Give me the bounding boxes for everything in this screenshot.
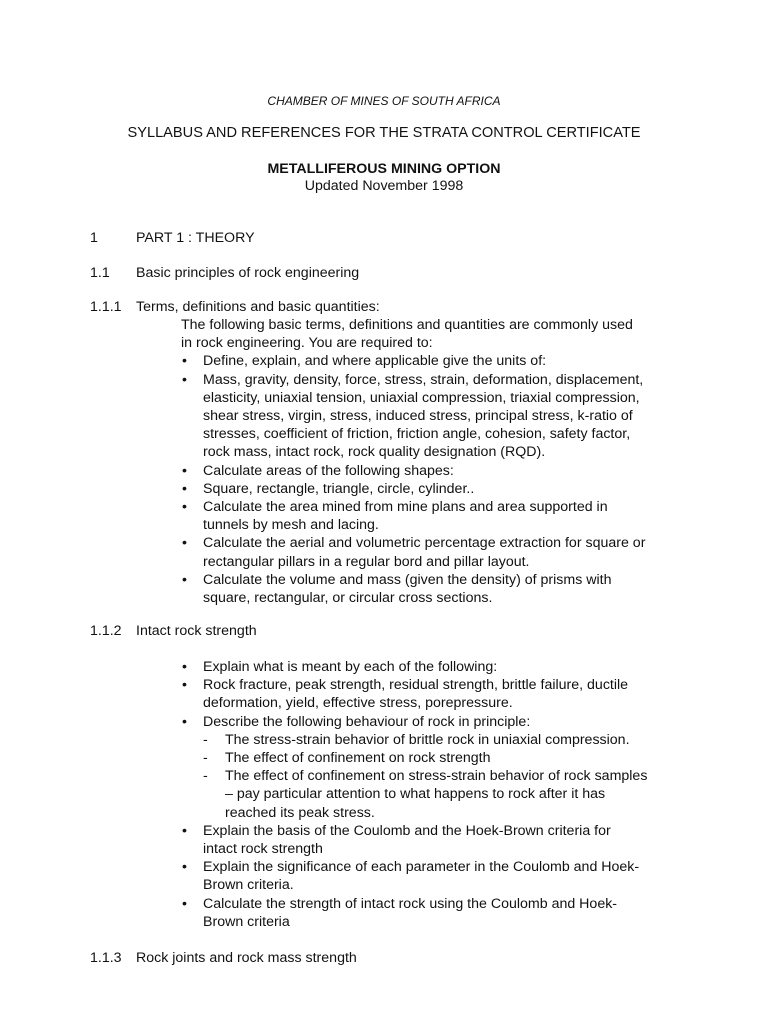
- part-title: PART 1 : THEORY: [136, 230, 255, 246]
- bullet-marker: •: [182, 499, 187, 516]
- section-1-1-2-number: 1.1.2: [90, 623, 122, 639]
- bullet-marker: •: [182, 462, 187, 479]
- bullet-marker: •: [182, 713, 187, 730]
- section-1-1-title: Basic principles of rock engineering: [136, 265, 360, 281]
- item-text-line: rectangular pillars in a regular bord and pillar layout.: [203, 553, 530, 570]
- item-text-line: Brown criteria: [203, 913, 290, 930]
- item-text-line: deformation, yield, effective stress, porepressure.: [203, 695, 513, 712]
- bullet-item: [181, 462, 701, 480]
- item-text-line: Brown criteria.: [203, 877, 294, 894]
- item-text-line: Calculate the aerial and volumetric percentage extraction for square or: [203, 535, 646, 552]
- item-text-line: Define, explain, and where applicable give the units of:: [203, 353, 547, 370]
- dash-item: [181, 767, 701, 822]
- item-text-line: intact rock strength: [203, 841, 323, 858]
- section-1-1-number: 1.1: [90, 265, 110, 281]
- item-text-line: rock mass, intact rock, rock quality designation (RQD).: [203, 444, 546, 461]
- item-text-line: Explain the significance of each parameter in the Coulomb and Hoek-: [203, 859, 640, 876]
- bullet-item: [181, 658, 701, 676]
- bullet-item: [181, 571, 701, 607]
- bullet-item: [181, 895, 701, 931]
- dash-marker: -: [203, 731, 208, 748]
- dash-marker: -: [203, 750, 208, 767]
- intro-line: in rock engineering. You are required to:: [181, 335, 433, 352]
- bullet-marker: •: [182, 371, 187, 388]
- section-1-1-1-body: [181, 316, 701, 607]
- dash-item: [181, 731, 701, 749]
- item-text-line: Mass, gravity, density, force, stress, strain, deformation, displacement,: [203, 371, 644, 388]
- intro-line: The following basic terms, definitions and quantities are commonly used: [181, 317, 633, 333]
- bullet-item: [181, 371, 701, 462]
- item-text-line: Describe the following behaviour of rock in principle:: [203, 713, 531, 730]
- item-text-line: Calculate the area mined from mine plans and area supported in: [203, 499, 608, 516]
- item-text-line: Explain the basis of the Coulomb and the Hoek-Brown criteria for: [203, 822, 611, 839]
- item-text-line: square, rectangular, or circular cross sections.: [203, 590, 493, 607]
- section-1-1-1-title: Terms, definitions and basic quantities:: [136, 299, 380, 315]
- bullet-list: [181, 822, 701, 931]
- part-number: 1: [90, 230, 98, 246]
- item-text-line: Rock fracture, peak strength, residual strength, brittle failure, ductile: [203, 677, 629, 694]
- item-text-line: The stress-strain behavior of brittle rock in uniaxial compression.: [225, 731, 630, 748]
- item-text-line: elasticity, uniaxial tension, uniaxial compression, triaxial compression,: [203, 389, 640, 406]
- document-title: SYLLABUS AND REFERENCES FOR THE STRATA CONTROL CERTIFICATE: [127, 125, 641, 141]
- item-text-line: Calculate the volume and mass (given the density) of prisms with: [203, 571, 612, 588]
- organization-name: CHAMBER OF MINES OF SOUTH AFRICA: [267, 94, 501, 108]
- bullet-marker: •: [182, 535, 187, 552]
- bullet-marker: •: [182, 822, 187, 839]
- bullet-item: [181, 498, 701, 534]
- bullet-list: [181, 658, 701, 731]
- bullet-item: [181, 713, 701, 731]
- bullet-marker: •: [182, 659, 187, 675]
- dash-item: [181, 749, 701, 767]
- dash-list: [181, 731, 701, 822]
- item-text-line: reached its peak stress.: [225, 804, 375, 821]
- item-text-line: The effect of confinement on rock strength: [225, 750, 491, 767]
- bullet-marker: •: [182, 677, 187, 694]
- dash-marker: -: [203, 768, 208, 785]
- bullet-list: [181, 352, 701, 607]
- bullet-item: [181, 822, 701, 858]
- bullet-marker: •: [182, 571, 187, 588]
- bullet-item: [181, 352, 701, 370]
- item-text-line: The effect of confinement on stress-strain behavior of rock samples: [225, 768, 648, 785]
- item-text-line: shear stress, virgin, stress, induced stress, principal stress, k-ratio of: [203, 408, 633, 425]
- item-text-line: – pay particular attention to what happens to rock after it has: [225, 786, 606, 803]
- item-text-line: Explain what is meant by each of the following:: [203, 659, 498, 675]
- section-1-1-1-number: 1.1.1: [90, 299, 122, 315]
- bullet-item: [181, 534, 701, 570]
- item-text-line: stresses, coefficient of friction, friction angle, cohesion, safety factor,: [203, 426, 631, 443]
- bullet-marker: •: [182, 895, 187, 912]
- option-title: METALLIFEROUS MINING OPTION: [267, 161, 501, 177]
- bullet-item: [181, 676, 701, 712]
- item-text-line: Square, rectangle, triangle, circle, cylinder..: [203, 480, 475, 497]
- section-1-1-3-number: 1.1.3: [90, 950, 122, 966]
- bullet-marker: •: [182, 353, 187, 370]
- bullet-item: [181, 480, 701, 498]
- section-1-1-2-title: Intact rock strength: [136, 623, 257, 639]
- bullet-item: [181, 858, 701, 894]
- item-text-line: tunnels by mesh and lacing.: [203, 517, 379, 534]
- bullet-marker: •: [182, 480, 187, 497]
- updated-date: Updated November 1998: [304, 178, 464, 194]
- item-text-line: Calculate areas of the following shapes:: [203, 462, 454, 479]
- item-text-line: Calculate the strength of intact rock using the Coulomb and Hoek-: [203, 895, 618, 912]
- section-1-1-2-body: [181, 658, 701, 931]
- section-1-1-3-title: Rock joints and rock mass strength: [136, 950, 357, 966]
- bullet-marker: •: [182, 859, 187, 876]
